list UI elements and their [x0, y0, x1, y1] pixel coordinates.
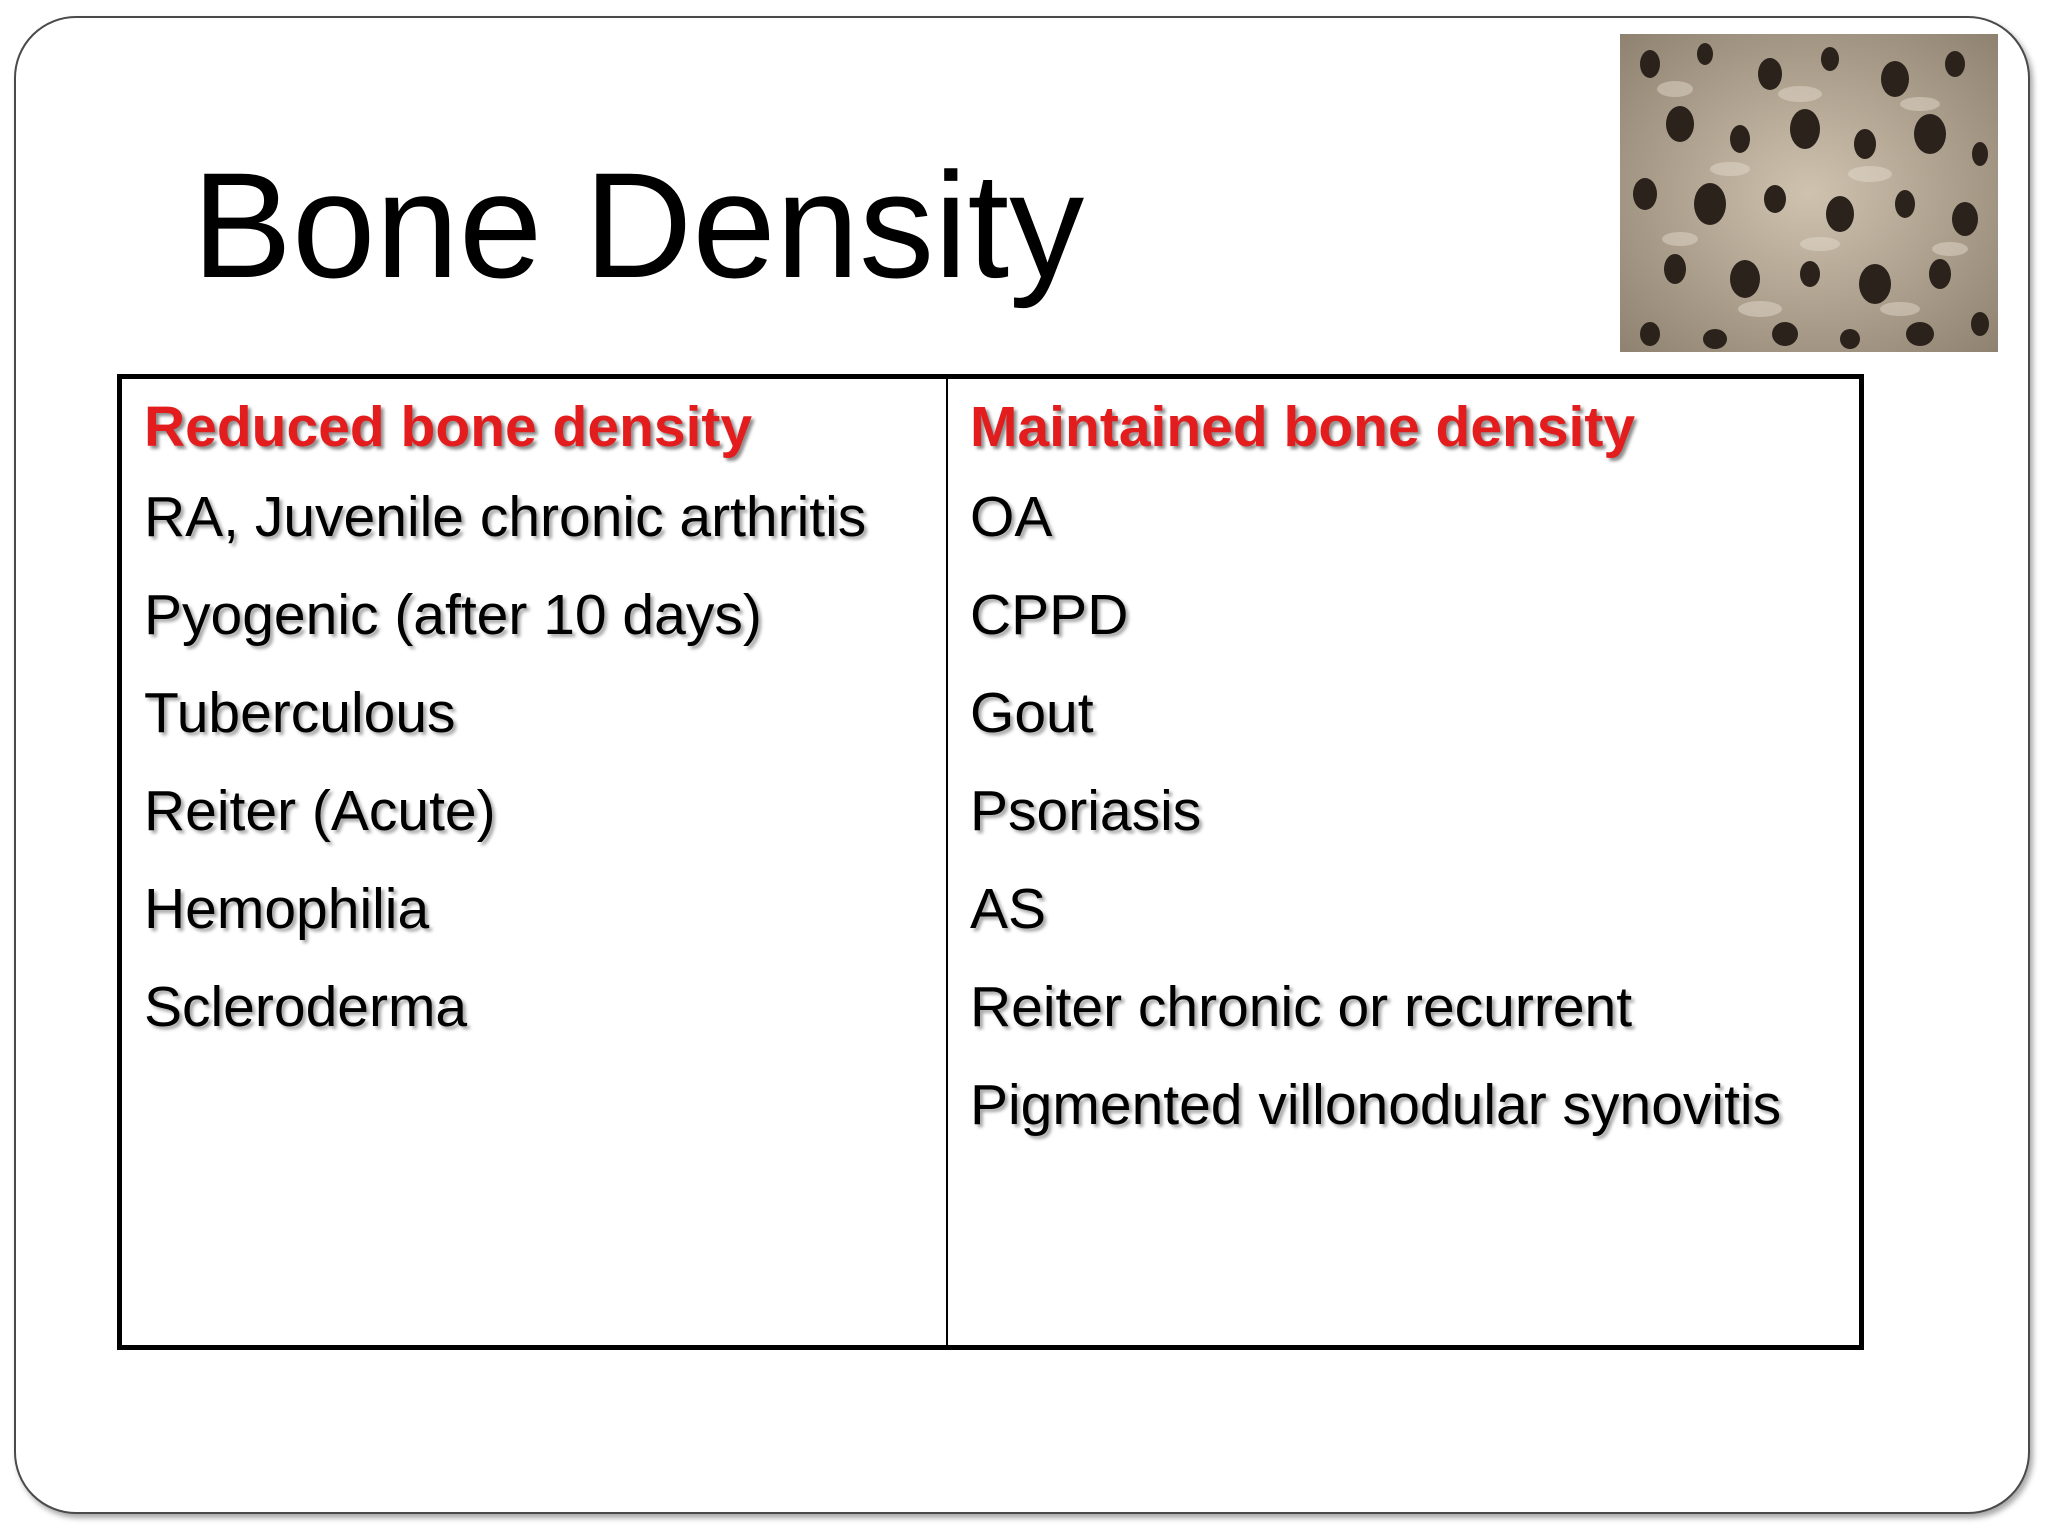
- trabecular-bone-photo: [1620, 34, 1998, 352]
- bone-texture-image: [1620, 34, 1998, 352]
- list-item: AS: [970, 877, 1047, 942]
- list-item: Scleroderma: [144, 975, 468, 1040]
- list-item: Psoriasis: [970, 779, 1202, 844]
- list-item: RA, Juvenile chronic arthritis: [144, 485, 867, 550]
- list-item: OA: [970, 485, 1053, 550]
- maintained-density-header: Maintained bone density: [970, 395, 1636, 459]
- comparison-table: [117, 374, 1864, 1350]
- slide-title: Bone Density: [192, 141, 1085, 309]
- list-item: Pyogenic (after 10 days): [144, 583, 762, 648]
- list-item: Reiter (Acute): [144, 779, 496, 844]
- reduced-density-column: [122, 379, 948, 1345]
- list-item: Tuberculous: [144, 681, 456, 746]
- reduced-density-header: Reduced bone density: [144, 395, 753, 459]
- list-item: Pigmented villonodular synovitis: [970, 1073, 1782, 1138]
- list-item: Hemophilia: [144, 877, 430, 942]
- list-item: Gout: [970, 681, 1094, 746]
- list-item: CPPD: [970, 583, 1129, 648]
- list-item: Reiter chronic or recurrent: [970, 975, 1633, 1040]
- maintained-density-column: [948, 379, 1859, 1345]
